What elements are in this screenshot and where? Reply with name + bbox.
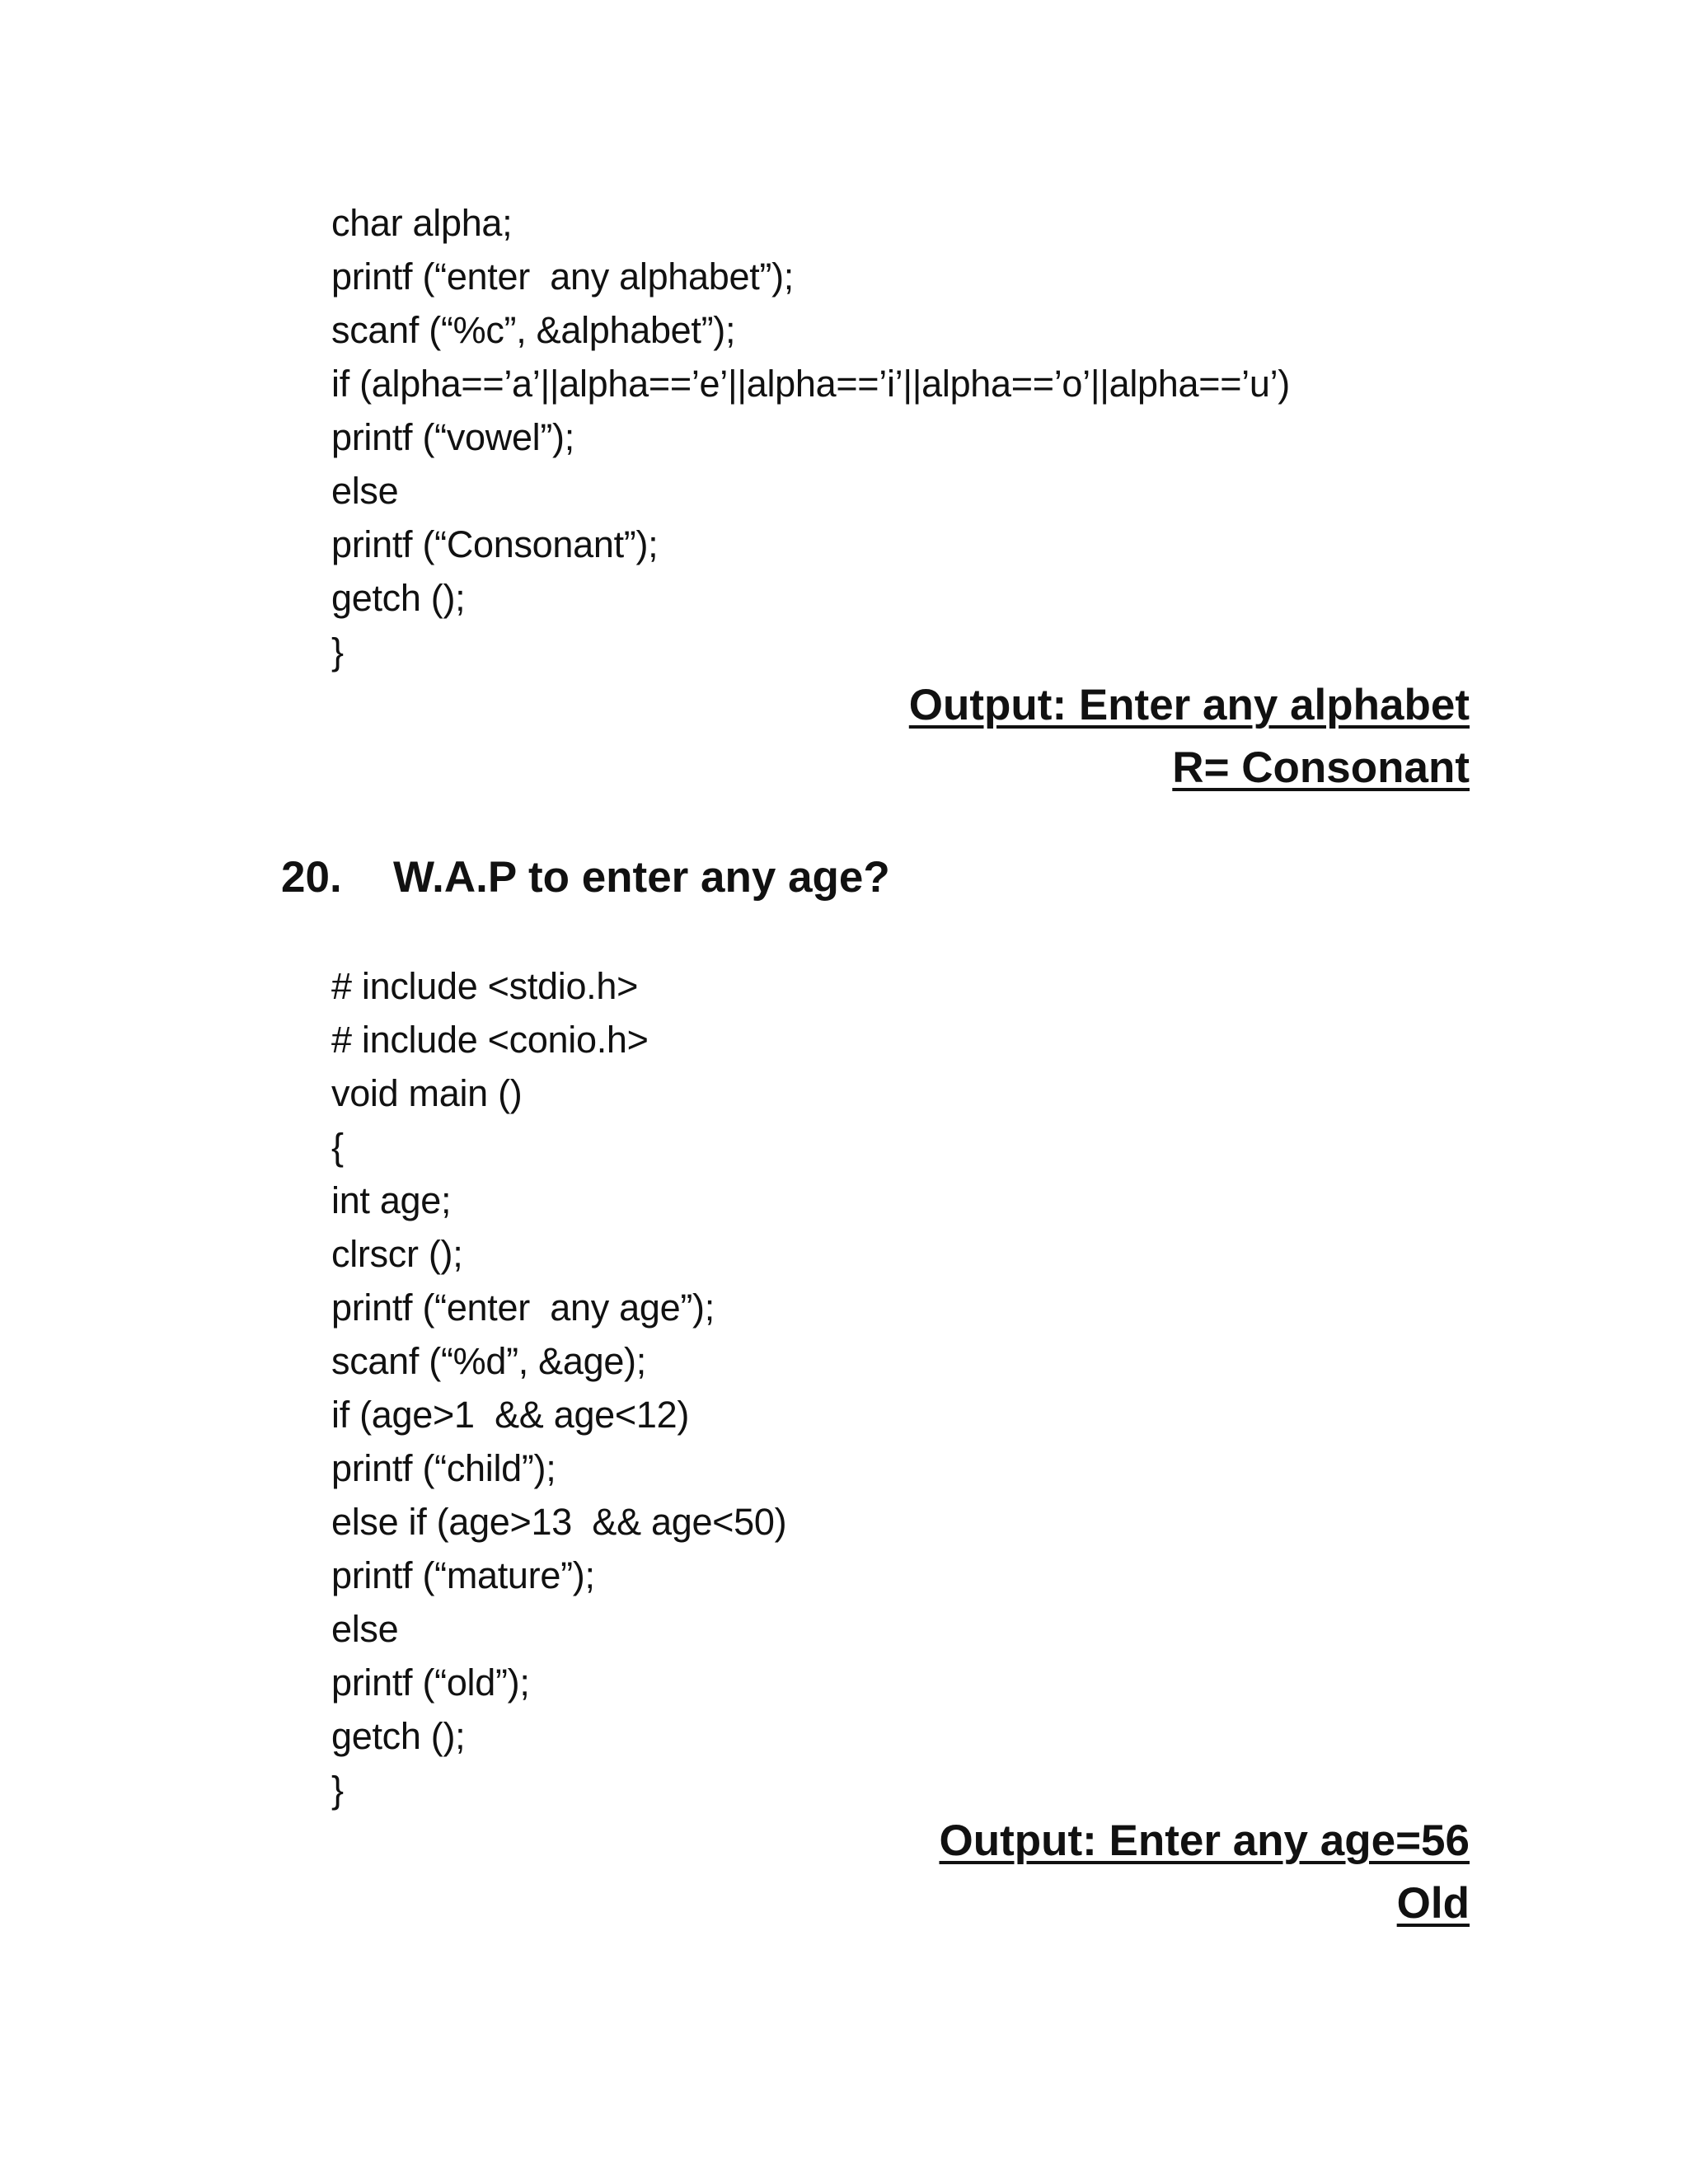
code-line: scanf (“%c”, &alphabet”); — [331, 309, 736, 351]
code-line: printf (“vowel”); — [331, 416, 574, 458]
code-line: scanf (“%d”, &age); — [331, 1340, 646, 1382]
code-line: printf (“enter any alphabet”); — [331, 255, 794, 298]
output-line: Output: Enter any age=56 — [939, 1816, 1470, 1865]
code-line: void main () — [331, 1072, 523, 1114]
code-line: else — [331, 1608, 399, 1650]
output-line: Old — [1396, 1879, 1470, 1928]
output-vowel-check — [909, 674, 1470, 799]
code-line: if (age>1 && age<12) — [331, 1394, 690, 1436]
code-block-age-check — [331, 959, 786, 1816]
code-line: if (alpha==’a’||alpha==’e’||alpha==’i’||alpha==’o’||alpha==’u’) — [331, 363, 1290, 405]
code-line: getch (); — [331, 577, 466, 619]
code-line: printf (“old”); — [331, 1661, 530, 1704]
code-line: char alpha; — [331, 202, 513, 244]
code-line: int age; — [331, 1179, 452, 1221]
code-line: { — [331, 1126, 344, 1168]
code-line: printf (“child”); — [331, 1447, 556, 1489]
code-line: } — [331, 630, 344, 673]
code-line: else — [331, 470, 399, 512]
code-line: else if (age>13 && age<50) — [331, 1501, 787, 1543]
question-number: 20. — [281, 853, 342, 902]
code-line: } — [331, 1769, 344, 1811]
code-line: clrscr (); — [331, 1233, 463, 1275]
question-text: W.A.P to enter any age? — [393, 853, 890, 902]
code-line: # include <stdio.h> — [331, 965, 639, 1007]
code-line: printf (“mature”); — [331, 1554, 595, 1596]
code-line: getch (); — [331, 1715, 466, 1757]
output-age-check — [939, 1810, 1470, 1935]
code-block-vowel-check — [331, 196, 1290, 678]
code-line: printf (“enter any age”); — [331, 1286, 715, 1329]
output-line: R= Consonant — [1172, 743, 1470, 792]
code-line: # include <conio.h> — [331, 1019, 649, 1061]
question-heading — [281, 849, 890, 907]
output-line: Output: Enter any alphabet — [908, 681, 1470, 729]
code-line: printf (“Consonant”); — [331, 523, 659, 565]
